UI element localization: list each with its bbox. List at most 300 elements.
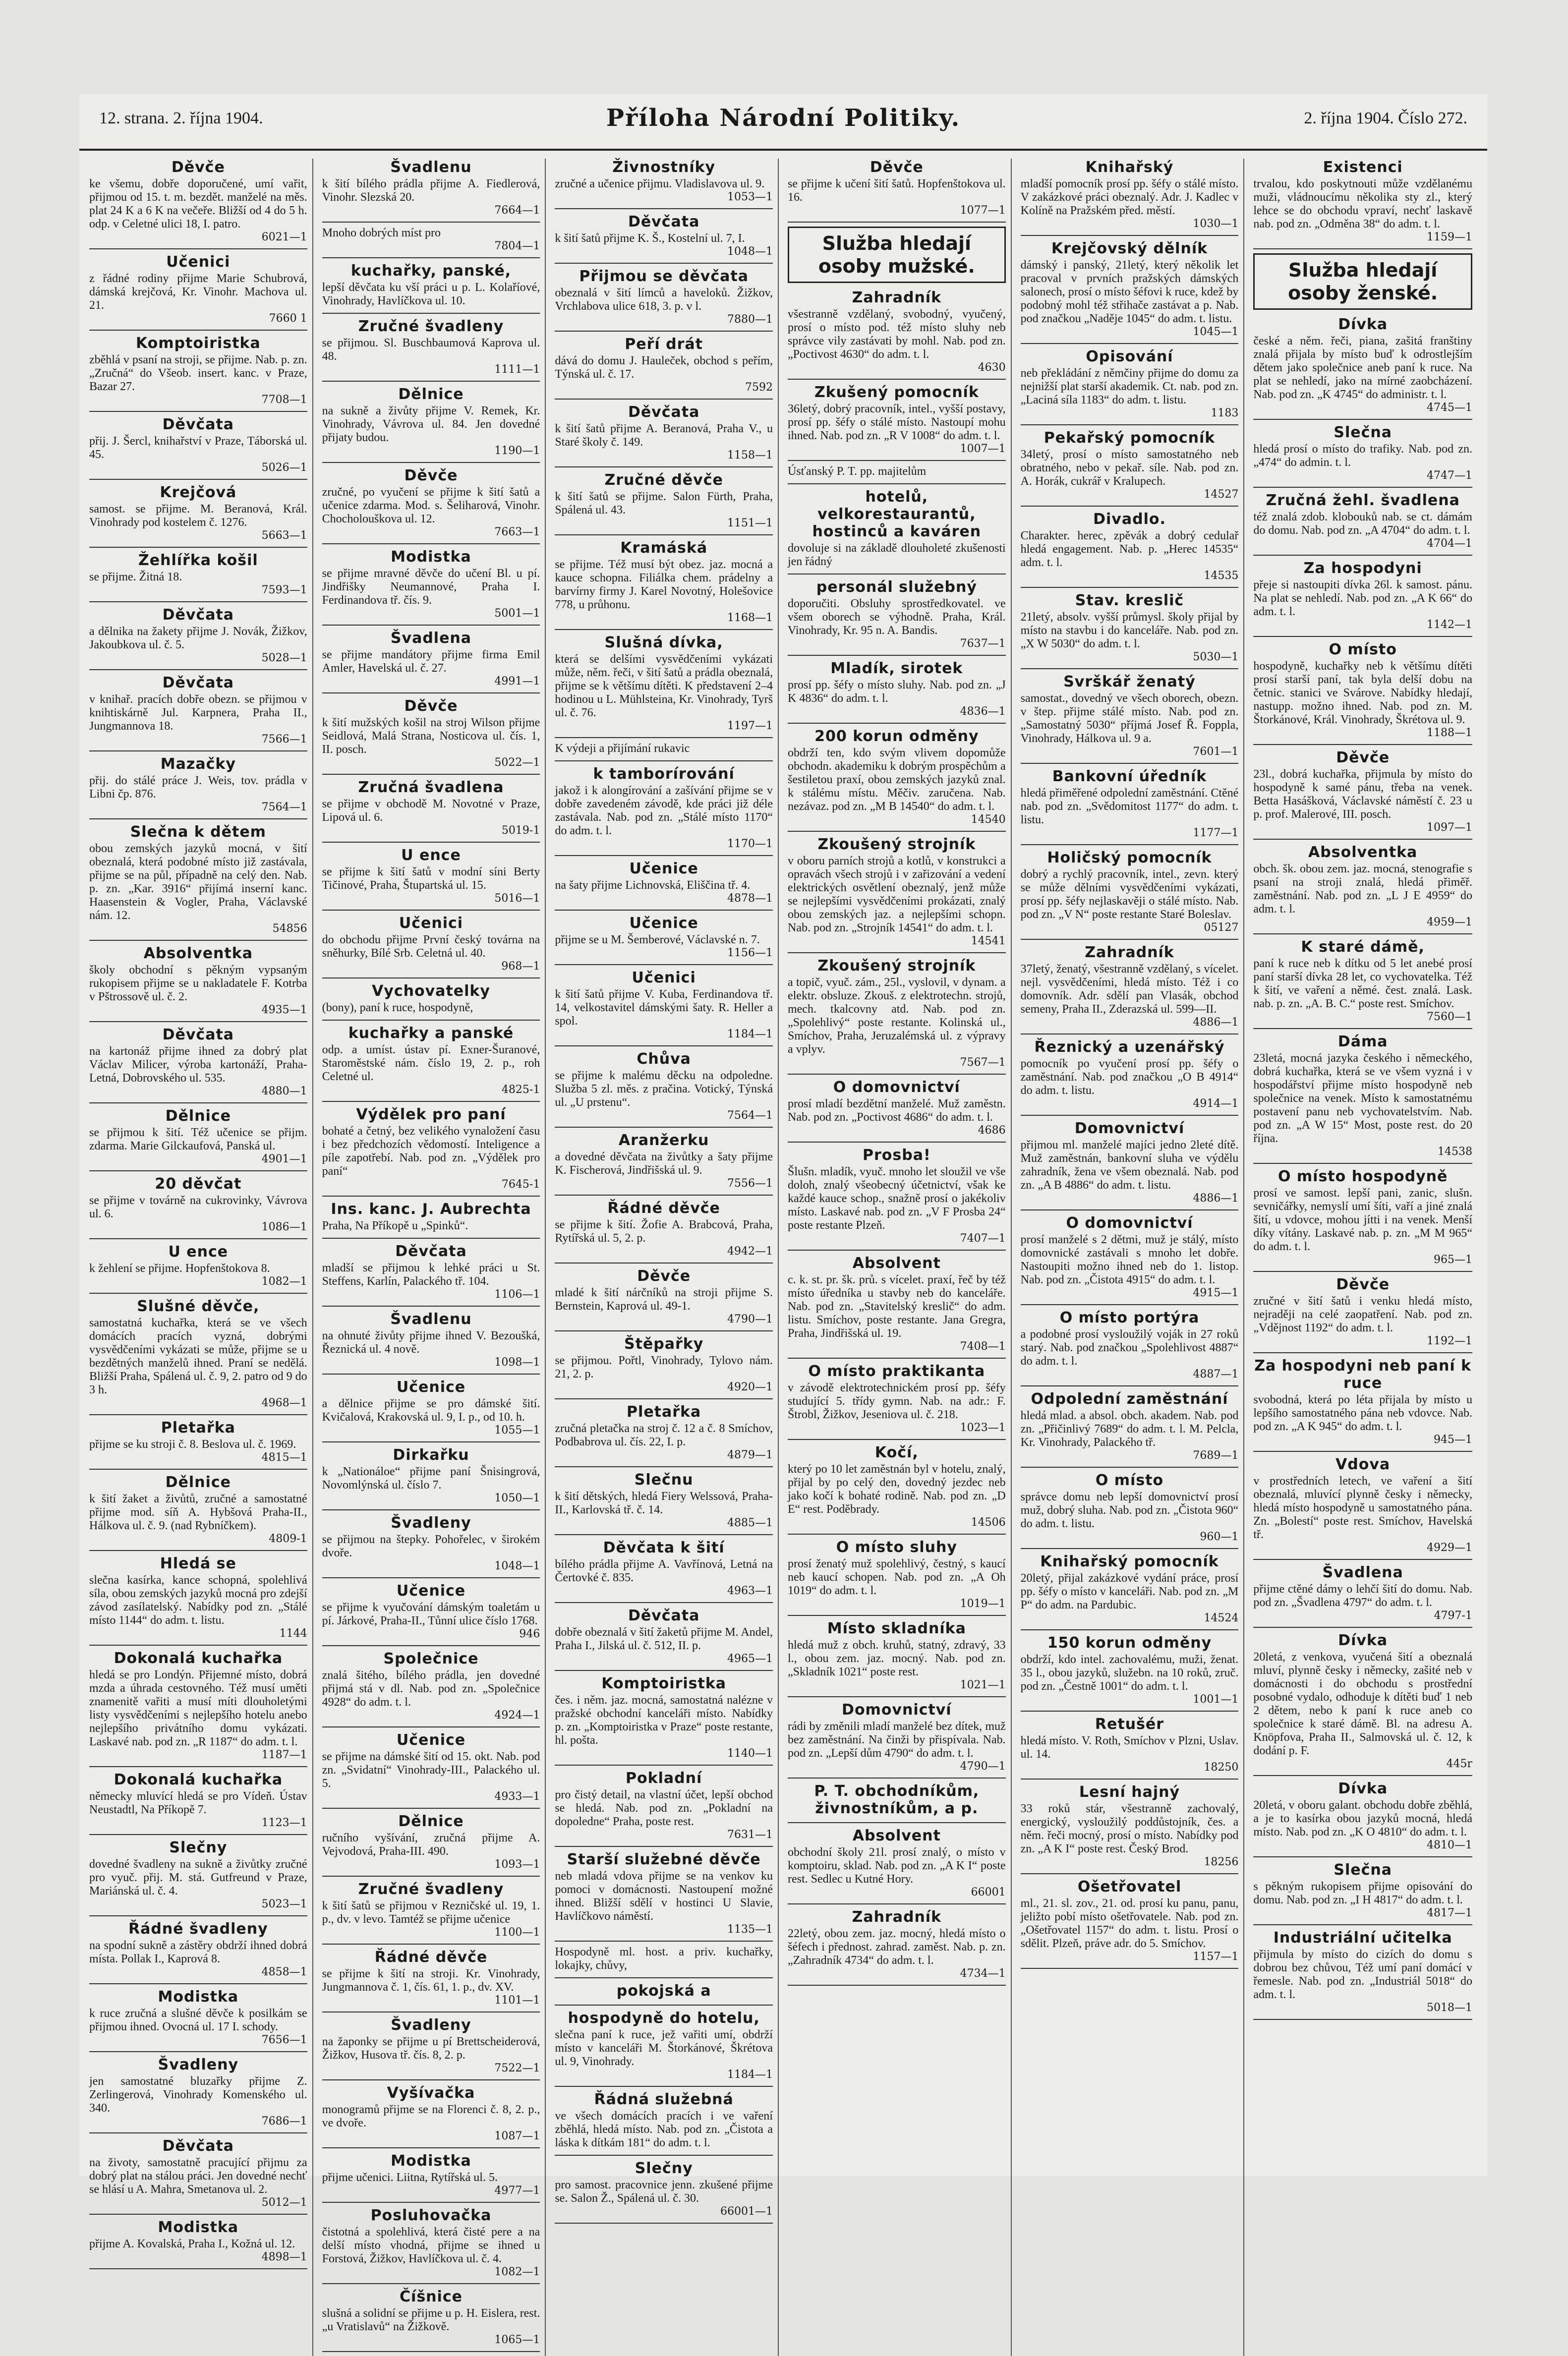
classified-ad — [322, 386, 540, 457]
ad-code: 1082—1 — [494, 2266, 540, 2278]
ad-divider — [788, 1903, 1006, 1904]
ad-divider — [1253, 744, 1472, 745]
ad-code: 14540 — [971, 813, 1006, 826]
classified-ad — [89, 484, 307, 542]
classified-ad — [322, 1650, 540, 1722]
ad-text: zručné a učenice přijmu. Vladislavova ul. 9. — [555, 177, 765, 190]
ad-code: 4886—1 — [1193, 1016, 1239, 1029]
ad-title: Děvče — [404, 467, 458, 484]
ad-divider — [1253, 555, 1472, 556]
ad-code: 7708—1 — [261, 394, 307, 406]
ad-text: z řádné rodiny přijme Marie Schubrová, dámská krejčová, Kr. Vinohr. Machova ul. 21. — [89, 272, 307, 312]
ad-code: 1140—1 — [727, 1747, 773, 1760]
ad-text: ke všemu, dobře doporučené, umí vařit, přijmou od 15. t. m. bezdět. manželé na měs. plat 24 K a 6 K na večeře. Bližší od 4 do 5 h. odp. v Celetné ulici 18, I. patro. — [89, 177, 307, 230]
ad-text: zběhlá v psaní na stroji, se přijme. Nab. p. zn. „Zručná“ do Všeob. insert. kanc. v Praze, Bazar 27. — [89, 353, 307, 393]
ad-divider — [89, 2268, 307, 2269]
classified-ad — [788, 1782, 1006, 1817]
classified-ad — [788, 1701, 1006, 1773]
ad-title: U ence — [168, 1243, 229, 1261]
ad-divider — [1253, 1775, 1472, 1776]
ad-divider — [1021, 235, 1239, 236]
ad-text: v závodě elektrotechnickém prosí pp. šéfy studující 5. třídy gymn. Nab. na adr.: F. Štrobl, Žižkov, Jeseniova ul. č. 218. — [787, 1381, 1006, 1421]
classified-ad — [1021, 1038, 1239, 1110]
ad-divider — [322, 2147, 540, 2148]
ad-code: 1157—1 — [1193, 1951, 1239, 1963]
ad-code: 4747—1 — [1426, 469, 1472, 482]
classified-ad — [555, 1050, 773, 1122]
ad-code: 946 — [519, 1628, 540, 1640]
column-2 — [322, 159, 546, 2356]
ad-title: Prosba! — [862, 1147, 931, 1164]
ad-divider — [322, 222, 540, 223]
ad-text: se přijme k šití šatů v modní síni Berty Tičinové, Praha, Štupartská ul. 15. — [322, 865, 540, 892]
ad-text: a podobné prosí vysloužilý voják in 27 roků starý. Nab. pod značkou „Spolehlivost 4887“ do adm. t. l. — [1020, 1328, 1239, 1368]
ad-code: 1030—1 — [1193, 218, 1239, 230]
classified-ad — [788, 1620, 1006, 1691]
ad-divider — [322, 462, 540, 463]
ad-code: 5018—1 — [1426, 2002, 1472, 2014]
ad-title: Děvče — [171, 159, 225, 176]
ad-text: též znalá zdob. klobouků nab. se ct. dámám do domu. Nab. pod zn. „A 4704“ do adm. t. l. — [1253, 511, 1472, 537]
ad-text: se přijme na dámské šití od 15. okt. Nab. pod zn. „Svidatní“ Vinohrady-III., Palackého ul. 5. — [322, 1750, 540, 1790]
ad-title: Společnice — [383, 1650, 479, 1667]
ad-text: obdrží, kdo intel. zachovalému, muži, ženat. 35 l., obou jazyků, služebn. na 10 roků, zruč. pod zn. „Čestně 1001“ do adm. t. l. — [1020, 1653, 1239, 1693]
ad-title: Za hospodyni neb paní k ruce — [1254, 1357, 1472, 1392]
ad-title: personál služebný — [816, 578, 977, 596]
ad-text: Praha, Na Příkopě u „Spinků“. — [322, 1219, 468, 1232]
ad-divider — [89, 2132, 307, 2133]
ad-text: přijme se ku stroji č. 8. Beslova ul. č. 1969. — [89, 1438, 296, 1451]
ad-divider — [1253, 1856, 1472, 1857]
classified-ad — [555, 1982, 773, 2000]
classified-ad — [1253, 159, 1472, 243]
ad-text: jakož i k alongírování a zašívání přijme se v dobře zavedeném závodě, kde práci již déle zastávala. Nab. pod zn. „Stálé místo 1170“ do adm. t. l. — [555, 784, 773, 837]
ad-text: dovoluje si na základě dlouholeté zkušenosti jen řádný — [787, 542, 1006, 568]
classified-ad — [788, 465, 1006, 478]
classified-ad — [322, 467, 540, 538]
ad-title: O místo praktikanta — [808, 1363, 986, 1380]
ad-title: Děvče — [637, 1267, 691, 1285]
ad-divider — [1021, 763, 1239, 764]
classified-ad — [1253, 1929, 1472, 2014]
ad-text: německy mluvící hledá se pro Vídeň. Ústav Neustadtl, Na Příkopě 7. — [89, 1790, 307, 1816]
classified-ad — [89, 1175, 307, 1233]
ad-divider — [1253, 2019, 1472, 2020]
classified-columns — [89, 159, 1477, 2346]
ad-code: 7660 1 — [269, 312, 307, 325]
ad-title: Dělnice — [165, 1107, 231, 1125]
ad-code: 7686—1 — [261, 2115, 307, 2127]
ad-text: mladší se přijmou k lehké práci u St. Steffens, Karlín, Palackého tř. 104. — [322, 1262, 540, 1288]
classified-ad — [322, 1201, 540, 1233]
classified-ad — [322, 1025, 540, 1096]
ad-divider — [89, 1021, 307, 1022]
ad-divider — [788, 222, 1006, 223]
classified-ad — [555, 1946, 773, 1972]
ad-title: Učenice — [396, 1731, 466, 1749]
classified-ad — [1021, 1309, 1239, 1380]
ad-divider — [788, 1615, 1006, 1616]
ad-title: O místo sluhy — [836, 1539, 957, 1556]
ad-title: Krejčovský dělník — [1051, 240, 1208, 257]
ad-code: 1098—1 — [494, 1356, 540, 1369]
ad-text: hledá místo. V. Roth, Smíchov v Plzni, Uslav. ul. 14. — [1020, 1734, 1239, 1761]
ad-text: hledá se pro Londýn. Přijemné místo, dobrá mzda a úhrada cestovného. Též musí uměti znamenitě vařiti a musí míti dlouholetými listy vysvědčeními s nejlepšího hotelu anebo nejlepšího privátního domu vykázati. Laskavé nab. pod zn. „R 1187“ do adm. t. l. — [89, 1668, 307, 1748]
classified-ad — [1021, 429, 1239, 501]
ad-text: přijme ctěné dámy o lehčí šití do domu. Nab. pod zn. „Švadlena 4797“ do adm. t. l. — [1253, 1583, 1472, 1609]
classified-ad — [788, 1363, 1006, 1434]
ad-code: 1045—1 — [1193, 326, 1239, 338]
ad-divider — [788, 379, 1006, 380]
classified-ad — [1253, 560, 1472, 631]
classified-ad — [89, 674, 307, 746]
classified-ad — [322, 982, 540, 1015]
ad-divider — [555, 1846, 773, 1847]
ad-code: 1055—1 — [494, 1424, 540, 1437]
ad-text: bílého prádla přijme A. Vavřínová, Letná na Čertovké č. 835. — [555, 1558, 773, 1584]
ad-code: 4887—1 — [1193, 1368, 1239, 1380]
ad-divider — [555, 1398, 773, 1399]
classified-ad — [89, 1988, 307, 2046]
ad-divider — [89, 1983, 307, 1984]
ad-title: Slečny — [169, 1839, 228, 1856]
classified-ad — [89, 1474, 307, 1545]
classified-ad — [322, 1813, 540, 1871]
ad-divider — [555, 1534, 773, 1535]
ad-text: se přijme k šití na stroji. Kr. Vinohrady, Jungmannova č. 1, čís. 61, 1. p., dv. XV. — [322, 1967, 540, 1994]
ad-text: se přijme v obchodě M. Novotné v Praze, Lipová ul. 6. — [322, 798, 540, 824]
ad-text: samostat., dovedný ve všech oborech, obezn. v štep. přijme stálé místo. Nab. pod zn. „Samostatný 5030“ příjmá Josef Ř. Foppla, Vinohrady, Hálkova ul. 9 a. — [1020, 692, 1239, 745]
ad-divider — [322, 1645, 540, 1646]
ad-divider — [89, 547, 307, 548]
classified-ad — [1253, 1168, 1472, 1266]
classified-ad — [1021, 1214, 1239, 1299]
ad-code: 14535 — [1204, 570, 1239, 582]
ad-title: O domovnictví — [833, 1079, 960, 1096]
classified-ad — [1253, 1456, 1472, 1554]
ad-title: 150 korun odměny — [1047, 1634, 1212, 1652]
ad-code: 4968—1 — [261, 1397, 307, 1409]
ad-divider — [322, 842, 540, 843]
ad-text: k šití šatů se přijmou v Rezničské ul. 19, 1. p., dv. v levo. Tamtéž se přijme učenice — [322, 1899, 540, 1926]
ad-title: Dokonalá kuchařka — [114, 1650, 283, 1667]
ad-title: Dirkařku — [393, 1446, 469, 1464]
classified-ad — [1253, 844, 1472, 928]
classified-ad — [89, 823, 307, 935]
ad-code: 965—1 — [1433, 1254, 1472, 1266]
ad-title: Zručná švadlena — [358, 779, 504, 796]
ad-divider — [555, 331, 773, 332]
ad-text: se přijme v továrně na cukrovinky, Vávrova ul. 6. — [89, 1194, 307, 1220]
ad-text: se přijme k malému děcku na odpoledne. Služba 5 zl. měs. z pračina. Votický, Týnská ul. „U prstenu“. — [555, 1069, 773, 1109]
ad-title: Komptoiristka — [135, 335, 261, 352]
ad-text: obch. šk. obou zem. jaz. mocná, stenografie s psaní na stroji znalá, hledá přiměř. zaměstnání. Nab. pod zn. „L J E 4959“ do adm. t. l. — [1253, 862, 1472, 916]
classified-ad — [89, 1026, 307, 1097]
ad-code: 5663—1 — [261, 529, 307, 542]
ad-text: trvalou, kdo poskytnouti může vzdělanému muži, vládnoucímu několika sty zl., který lehce se do obchodu vpraví, nechť laskavě nab. pod zn. „Odměna 38“ do adm. t. l. — [1253, 177, 1472, 230]
ad-title: Děvče — [404, 697, 458, 715]
ad-text: (bony), paní k ruce, hospodyně, — [322, 1001, 473, 1014]
ad-code: 4914—1 — [1193, 1097, 1239, 1110]
ad-title: Učenice — [629, 915, 698, 932]
classified-ad — [1021, 1472, 1239, 1543]
ad-text: na žaponky se přijme u pí Brettscheiderová, Žižkov, Husova tř. čís. 8, 2. p. — [322, 2035, 540, 2062]
ad-text: na kartonáž přijme ihned za dobrý plat Václav Milicer, výroba kartonáží, Praha-Letná, Dobrovského ul. 535. — [89, 1045, 307, 1085]
ad-text: se přijme. Žitná 18. — [89, 571, 182, 583]
ad-code: 7564—1 — [727, 1109, 773, 1122]
ad-title: Zručné děvče — [604, 471, 723, 489]
classified-ad — [89, 159, 307, 243]
classified-ad — [788, 1255, 1006, 1353]
ad-divider — [1021, 587, 1239, 588]
classified-ad — [1021, 240, 1239, 338]
ad-divider — [788, 460, 1006, 461]
ad-title: Odpolední zaměstnání — [1031, 1390, 1228, 1408]
ad-title: O místo — [1329, 641, 1397, 658]
ad-divider — [322, 1101, 540, 1102]
classified-ad — [1253, 1033, 1472, 1158]
classified-ad — [89, 2137, 307, 2209]
ad-code: 4858—1 — [261, 1966, 307, 1978]
classified-ad — [1253, 316, 1472, 414]
ad-code: 1077—1 — [960, 204, 1006, 217]
ad-divider — [555, 208, 773, 209]
ad-divider — [1021, 1873, 1239, 1874]
ad-title: Živnostníky — [612, 159, 716, 176]
classified-ad — [788, 384, 1006, 455]
ad-divider — [322, 1306, 540, 1307]
ad-code: 1170—1 — [727, 838, 773, 850]
ad-title: hotelů, velkorestaurantů, hostinců a kaváren — [812, 488, 982, 540]
ad-text: hledá muž z obch. kruhů, statný, zdravý, 33 l., obou zem. jaz. mocný. Nab. pod zn. „Skladník 1021“ poste rest. — [787, 1639, 1006, 1678]
classified-ad — [89, 1771, 307, 1829]
ad-title: Učenici — [399, 915, 464, 932]
ad-title: Modistka — [391, 2152, 471, 2170]
ad-text: která se delšími vysvědčeními vykázati může, něm. řeči, v šití šatů a prádla obeznalá, přijme se k většímu dítěti. K představení 2–4 hodinou u L. Mühlsteina, Kr. Vinohrady, Tyrš ul. č. 76. — [555, 653, 773, 719]
ad-title: Existenci — [1323, 159, 1403, 176]
ad-text: jen samostatné bluzařky přijme Z. Zerlingerová, Vinohrady Komenského ul. 340. — [89, 2075, 307, 2115]
ad-code: 4991—1 — [494, 675, 540, 688]
classified-ad — [555, 2160, 773, 2218]
ad-code: 4935—1 — [261, 1004, 307, 1016]
ad-code: 14524 — [1204, 1612, 1239, 1624]
ad-code: 7601—1 — [1193, 746, 1239, 758]
ad-code: 4879—1 — [727, 1449, 773, 1461]
ad-title: Švadleny — [158, 2056, 239, 2073]
ad-title: Dělnice — [398, 386, 464, 403]
ad-divider — [1253, 419, 1472, 420]
classified-ad — [1021, 849, 1239, 934]
ad-divider — [1021, 1779, 1239, 1780]
ad-title: Slečna — [1334, 424, 1392, 441]
ad-code: 1168—1 — [727, 612, 773, 624]
ad-text: zručná pletačka na stroj č. 12 a č. 8 Smíchov, Podbabrova ul. čís. 22, I. p. — [555, 1422, 773, 1448]
ad-title: Peří drát — [625, 336, 703, 353]
classified-ad — [1253, 1564, 1472, 1622]
ad-divider — [555, 855, 773, 856]
classified-ad — [1021, 944, 1239, 1029]
ad-divider — [788, 1439, 1006, 1440]
ad-divider — [322, 313, 540, 314]
ad-text: lepší děvčata ku vší práci u p. L. Kolaříové, Vinohrady, Havlíčkova ul. 10. — [322, 281, 540, 307]
classified-ad — [322, 779, 540, 837]
classified-ad — [788, 728, 1006, 826]
classified-ad — [555, 915, 773, 959]
ad-title: Řádné švadleny — [128, 1920, 268, 1938]
ad-code: 7566—1 — [261, 733, 307, 746]
ad-text: v prostředních letech, ve vaření a šití obeznalá, mluvící plynně česky i německy, hledá místo hospodyně u samostatného pána. Zn. „Bolestí“ poste rest. Smíchov, Havelská tř. — [1253, 1475, 1472, 1541]
classified-ad — [555, 539, 773, 624]
classified-ad — [89, 1920, 307, 1978]
classified-ad — [322, 847, 540, 905]
classified-ad — [1253, 641, 1472, 739]
ad-divider — [1021, 1304, 1239, 1305]
ad-title: Absolventka — [143, 945, 253, 962]
ad-code: 445r — [1446, 1758, 1472, 1770]
classified-ad — [89, 1243, 307, 1288]
ad-divider — [322, 2202, 540, 2203]
ad-code: 1050—1 — [494, 1492, 540, 1504]
ad-text: ml., 21. sl. zov., 21. od. prosí ku panu, panu, jeližto pobí místo ošetřovatele. Nab. pod zn. „Ošetřovatel 1157“ do adm. t. listu. Prosí o sdělit. Plzeň, práve adr. do 5. Smíchov. — [1020, 1897, 1239, 1950]
ad-code: 1177—1 — [1193, 827, 1239, 839]
ad-text: obchodní školy 21l. prosí znalý, o místo v komptoiru, sklad. Nab. pod zn. „A K I“ poste rest. Sedlec u Kutné Hory. — [787, 1846, 1006, 1886]
classified-ad — [555, 1200, 773, 1258]
ad-divider — [322, 381, 540, 382]
ad-title: pokojská a — [616, 1982, 711, 2000]
classified-ad — [555, 1132, 773, 1190]
ad-divider — [1253, 1352, 1472, 1353]
ad-divider — [1021, 1548, 1239, 1549]
ad-divider — [555, 1941, 773, 1942]
ad-code: 14541 — [971, 935, 1006, 947]
classified-ad — [555, 1267, 773, 1325]
ad-title: Místo skladníka — [827, 1620, 966, 1637]
ad-divider — [89, 1102, 307, 1103]
ad-divider — [322, 257, 540, 258]
ad-code: 4963—1 — [727, 1585, 773, 1597]
ad-title: Zručné švadleny — [358, 318, 504, 335]
ad-divider — [1253, 933, 1472, 934]
classified-ad — [322, 318, 540, 376]
classified-ad — [1253, 492, 1472, 550]
classified-ad — [322, 1379, 540, 1437]
ad-text: k ruce zručná a slušné děvče k posilkám se přijmou ihned. Ovocná ul. 17 I. schody. — [89, 2007, 307, 2033]
ad-text: zručné v šití šatů i venku hledá místo, nejraději na celé zaopatření. Nab. pod zn. „Vdějnost 1192“ do adm. t. l. — [1253, 1295, 1472, 1334]
ad-code: 4790—1 — [727, 1313, 773, 1325]
ad-text: pro čistý detail, na vlastní účet, lepší obchod se hledá. Nab. pod zn. „Pokladní na dopoledne“ Praha, poste rest. — [555, 1788, 773, 1828]
ad-code: 7407—1 — [960, 1232, 1006, 1245]
ad-code: 1097—1 — [1426, 821, 1472, 834]
ad-title: O místo portýra — [1059, 1309, 1200, 1326]
ad-text: k „Nationáloe“ přijme paní Šnisingrová, Novomlýnská ul. číslo 7. — [322, 1465, 540, 1492]
classified-ad — [89, 253, 307, 325]
ad-divider — [1253, 1924, 1472, 1925]
ad-title: Učenice — [629, 860, 698, 877]
classified-ad — [322, 1311, 540, 1369]
ad-text: odp. a umíst. ústav pí. Exner-Šuranové, Staroměstské nám. číslo 19, 2. p., roh Celetné ul. — [322, 1043, 540, 1083]
ad-divider — [555, 2086, 773, 2087]
ad-divider — [555, 466, 773, 467]
ad-title: Slušné děvče, — [137, 1298, 260, 1315]
ad-divider — [788, 723, 1006, 724]
ad-text: 21letý, absolv. vyšší průmysl. školy přijal by místo na stavbu i do kanceláře. Nab. pod zn. „X W 5030“ do adm. t. l. — [1020, 611, 1239, 650]
classified-ad — [1253, 1276, 1472, 1347]
ad-text: na životy, samostatně pracující přijmu za dobrý plat na stálou práci. Jen dovedné nechť se hlásí u A. Mahra, Smetanova ul. 2. — [89, 2156, 307, 2196]
ad-divider — [555, 629, 773, 630]
ad-text: a topič, vyuč. zám., 25l., vyslovil, v dynam. a elektr. obsluze. Zkouš. z elektrotechn. strojů, mech. tkalcovny atd. Nab. pod zn. „Spolehlivý“ poste restante. Kolinská ul., Smíchov, Praha, Jeruzalémská ul. z výpravy a vplyv. — [787, 976, 1006, 1056]
ad-divider — [89, 1238, 307, 1239]
ad-text: pro samost. pracovnice jenn. zkušené přijme se. Salon Ž., Spálená ul. č. 30. — [555, 2179, 773, 2205]
ad-divider — [89, 330, 307, 331]
ad-code: 14527 — [1204, 488, 1239, 501]
ad-title: Retušér — [1095, 1716, 1164, 1733]
ad-title: Posluhovačka — [370, 2207, 492, 2224]
ad-code: 4933—1 — [494, 1790, 540, 1803]
ad-text: svobodná, která po léta přijala by místo u lepšího samostatného pána neb vdovce. Nab. pod zn. „A K 945“ do adm. t. l. — [1253, 1393, 1472, 1433]
ad-text: pomocník po vyučení prosí pp. šéfy o zaměstnání. Nab. pod značkou „O B 4914“ do adm. t. listu. — [1020, 1057, 1239, 1097]
ad-divider — [555, 534, 773, 535]
ad-text: dobrý a rychlý pracovník, intel., zevn. který se může dělními vysvědčeními vykázati, prosí pp. šéfy nejlaskavěji o stálé místo. Nab. pod zn. „V N“ poste restante Staré Boleslav. — [1020, 868, 1239, 921]
ad-text: hledá prosí o místo do trafiky. Nab. pod zn. „474“ do admin. t. l. — [1253, 443, 1472, 469]
ad-code: 7804—1 — [494, 240, 540, 252]
classified-ad — [1021, 1553, 1239, 1624]
classified-ad — [1021, 1390, 1239, 1462]
ad-divider — [89, 818, 307, 819]
ad-code: 1158—1 — [727, 449, 773, 461]
classified-ad — [788, 836, 1006, 947]
ad-title: Učenici — [166, 253, 231, 271]
ad-code: 1156—1 — [727, 947, 773, 959]
ad-text: přijmula by místo do cizích do domu s dobrou bez chůvou, Též umí paní domácí v řemesle. Nab. pod zn. „Industriál 5018“ do adm. t. l. — [1253, 1948, 1472, 2001]
classified-ad — [89, 552, 307, 596]
classified-ad — [1021, 592, 1239, 663]
ad-divider — [89, 479, 307, 480]
classified-ad — [322, 1243, 540, 1301]
classified-ad — [788, 1827, 1006, 1898]
ad-divider — [555, 399, 773, 400]
ad-text: s pěkným rukopisem přijme opisování do domu. Nab. pod zn. „I H 4817“ do adm. t. l. — [1253, 1880, 1472, 1906]
ad-code: 7656—1 — [261, 2034, 307, 2046]
ad-title: Dívka — [1338, 1632, 1388, 1649]
ad-text: se přijme k učení šití šatů. Hopfenštokova ul. 16. — [787, 177, 1006, 204]
ad-text: c. k. st. pr. šk. prů. s vícelet. praxí, řeč by též místo úředníka u stavby neb do kanceláře. Nab. pod zn. „Stavitelský kreslič“ do adm. listu. Smíchov, poste restante. Jana Gregra, Praha, Jindřišská ul. 19. — [787, 1273, 1006, 1340]
ad-code: 1100—1 — [494, 1926, 540, 1939]
ad-title: Zkušený pomocník — [814, 384, 979, 401]
classified-ad — [555, 2010, 773, 2081]
ad-code: 6021—1 — [261, 231, 307, 243]
ad-text: všestranně vzdělaný, svobodný, vyučený, prosí o místo pod. též místo sluhy neb správce vily zastávati by mohl. Nab. pod zn. „Poctivost 4630“ do adm. t. l. — [787, 308, 1006, 361]
ad-divider — [1021, 343, 1239, 344]
ad-code: 1192—1 — [1426, 1335, 1472, 1347]
ad-text: který po 10 let zaměstnán byl v hotelu, znalý, přijal by po celý den, dovedný jezdec neb jako kočí k bohaté rodině. Nab. pod zn. „D E“ rest. Poděbrady. — [787, 1463, 1006, 1516]
ad-title: Štěpařky — [624, 1335, 704, 1353]
classified-ad — [555, 471, 773, 529]
ad-title: Pokladní — [626, 1770, 702, 1787]
ad-text: monogramů přijme se na Florenci č. 8, 2. p., ve dvoře. — [322, 2103, 540, 2129]
ad-divider — [322, 2283, 540, 2284]
classified-ad — [1253, 749, 1472, 834]
ad-code: 4630 — [978, 361, 1006, 374]
ad-title: Švadlena — [390, 630, 472, 647]
ad-text: k šití šatů se přijme. Salon Fürth, Praha, Spálená ul. 43. — [555, 490, 773, 517]
ad-code: 4959—1 — [1426, 916, 1472, 928]
ad-divider — [555, 1765, 773, 1766]
ad-code: 1111—1 — [494, 363, 540, 376]
ad-title: Knihařský pomocník — [1040, 1553, 1219, 1570]
classified-ad — [322, 227, 540, 252]
ad-text: školy obchodní s pěkným vypsaným rukopisem přijme se u nakladatele F. Kotrba v Pštrossově ul. č. 2. — [89, 964, 307, 1003]
ad-code: 7689—1 — [1193, 1449, 1239, 1462]
